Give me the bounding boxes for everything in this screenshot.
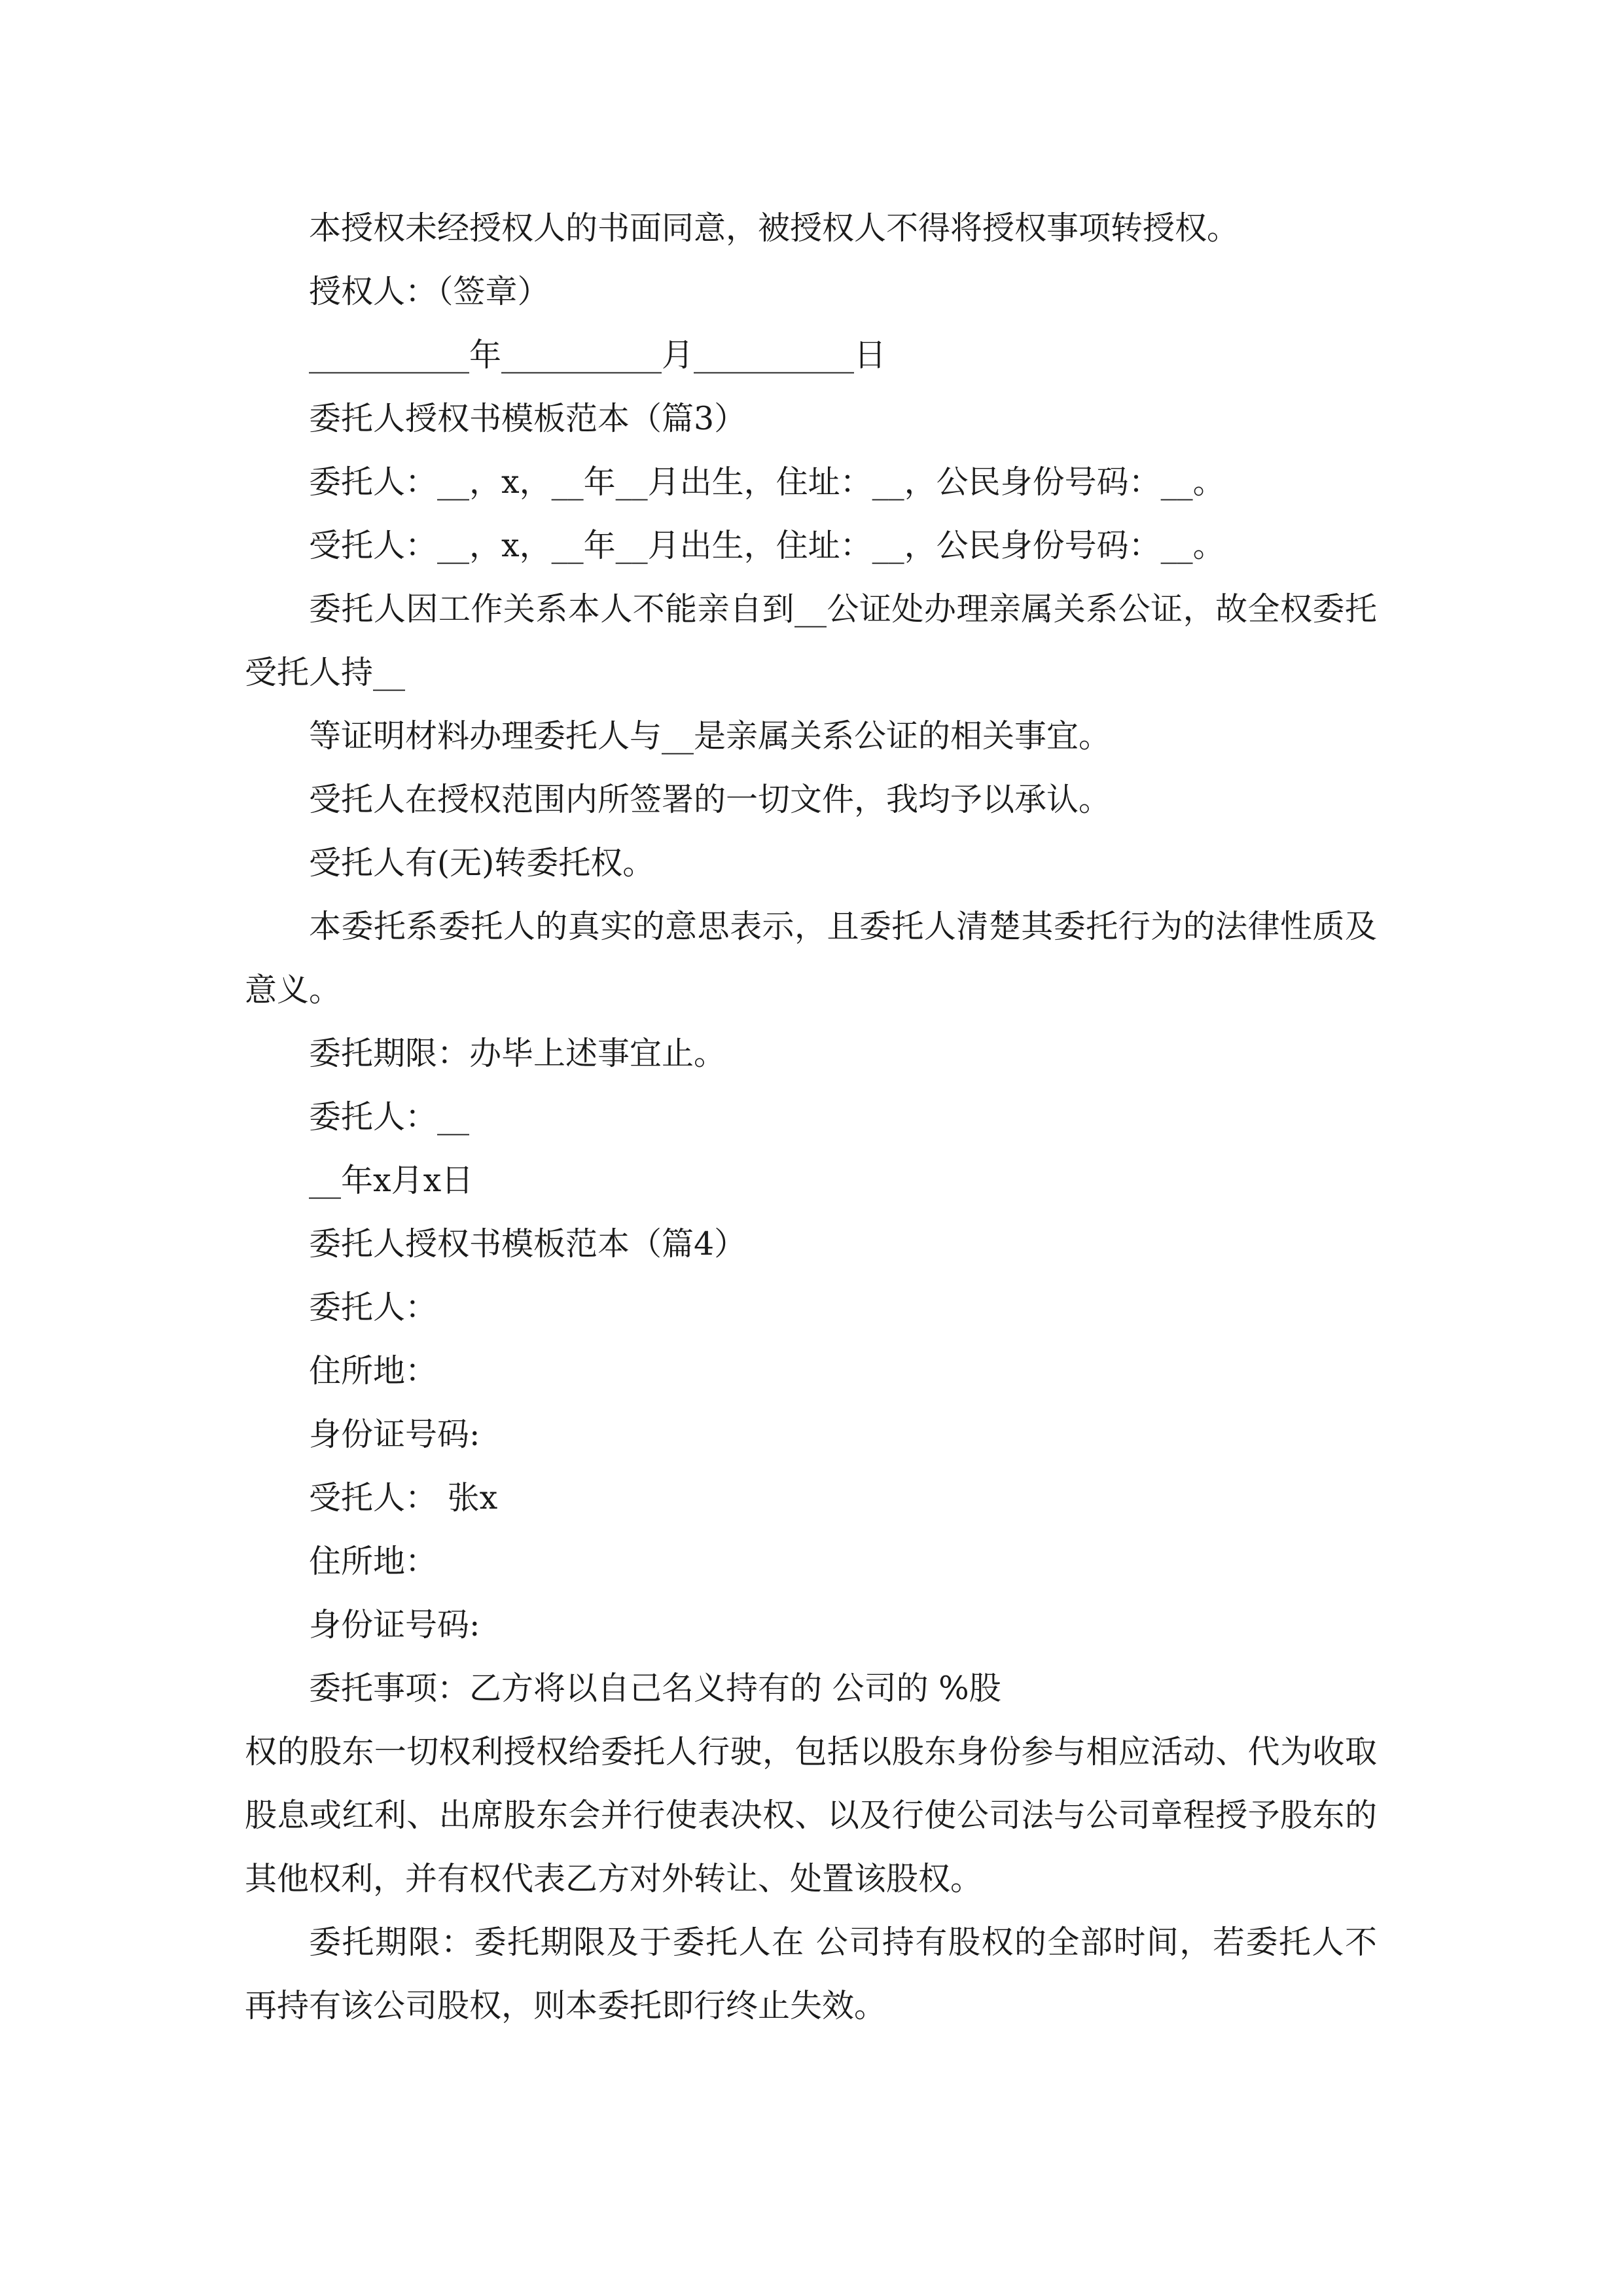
- paragraph-entrust-reason: 委托人因工作关系本人不能亲自到__公证处办理亲属关系公证，故全权委托受托人持__: [245, 590, 1377, 691]
- section-heading-4: 委托人授权书模板范本（篇4）: [309, 1225, 747, 1263]
- document-body: [245, 196, 1377, 2037]
- paragraph-no-sublicense: 本授权未经授权人的书面同意，被授权人不得将授权事项转授权。: [309, 209, 1240, 247]
- paragraph-date-3: __年x月x日: [309, 1162, 474, 1199]
- paragraph-principal-info: 委托人：__，x，__年__月出生，住址：__，公民身份号码：__。: [309, 463, 1225, 501]
- paragraph-principal-sign: 委托人：__: [309, 1098, 470, 1136]
- paragraph-principal-label: 委托人：: [309, 1289, 438, 1326]
- paragraph-materials: 等证明材料办理委托人与__是亲属关系公证的相关事宜。: [309, 717, 1111, 755]
- paragraph-true-intent: 本委托系委托人的真实的意思表示，且委托人清楚其委托行为的法律性质及意义。: [245, 908, 1377, 1009]
- paragraph-principal-id: 身份证号码:: [309, 1416, 480, 1453]
- paragraph-term-3: 委托期限：办毕上述事宜止。: [309, 1035, 726, 1072]
- section-heading-3: 委托人授权书模板范本（篇3）: [309, 400, 747, 437]
- paragraph-sub-entrust: 受托人有(无)转委托权。: [309, 844, 655, 882]
- paragraph-agent-label: 受托人： 张x: [309, 1479, 498, 1516]
- paragraph-recognition: 受托人在授权范围内所签署的一切文件，我均予以承认。: [309, 781, 1111, 818]
- paragraph-entrusted-matter: 委托事项：乙方将以自己名义持有的 公司的 %股: [309, 1670, 1001, 1707]
- paragraph-date-blank: __________年__________月__________日: [309, 336, 886, 374]
- paragraph-term-4: 委托期限：委托期限及于委托人在 公司持有股权的全部时间，若委托人不再持有该公司股权，则本委托即行终止失效。: [245, 1924, 1377, 2024]
- paragraph-agent-id: 身份证号码:: [309, 1606, 480, 1643]
- paragraph-principal-address: 住所地：: [309, 1352, 438, 1390]
- paragraph-agent-info: 受托人：__，x，__年__月出生，住址：__，公民身份号码：__。: [309, 527, 1225, 564]
- paragraph-grantor-signature: 授权人：（签章）: [309, 273, 550, 310]
- paragraph-agent-address: 住所地：: [309, 1543, 438, 1580]
- paragraph-shareholder-rights: 权的股东一切权利授权给委托人行驶，包括以股东身份参与相应活动、代为收取股息或红利、出席股东会并行使表决权、以及行使公司法与公司章程授予股东的其他权利，并有权代表乙方对外转让、处置该股权。: [245, 1733, 1377, 1897]
